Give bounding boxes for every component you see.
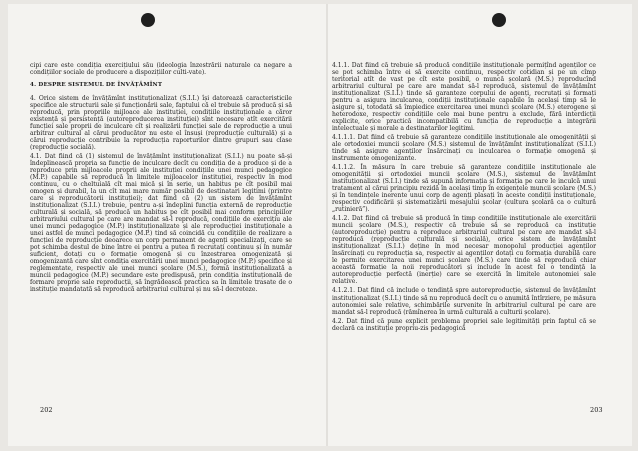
left-page: [30, 62, 292, 295]
section-heading: 4. DESPRE SISTEMUL DE ÎNVĂȚĂMÎNT: [30, 82, 163, 89]
punch-hole: [492, 13, 506, 27]
paragraph: 4.1.1.2. În măsura în care trebuie să garanteze condițiile instituționale ale omogenității și ortodoxiei muncii școlare (M.S.), sistemul de învățămînt instituționalizat (S.I.I.) tinde să supună informația și formația pe care le inculcă unui tratament al cărui principiu rezidă în același timp în exigențele muncii școlare (M.S.) și în tendințele inerente unui corp de agenți plasați în aceste condiții instituționale, respectiv codificării și sistematizării mesajului școlar (cultura școlară ca o cultură „rutinieră”).: [332, 164, 596, 214]
paragraph: 4.1.2.1. Dat fiind că include o tendință spre autoreproducție, sistemul de învățămînt instituționalizat (S.I.I.) tinde să nu reproducă decît cu o anumită întîrziere, pe măsura autonomiei sale relative, schimbările survenite în arbitrariul cultural pe care are mandat să-l reproducă (rămînerea în urmă culturală a culturii școlare).: [332, 287, 596, 316]
paragraph: 4.1.1.1. Dat fiind că trebuie să garanteze condițiile instituționale ale omogenității și ale ortodoxiei muncii școlare (M.S.) sistemul de învățămînt instituționalizat (S.I.I.) tinde să asigure agenților însărcinați cu inculcarea o formație omogenă și instrumente omogenizante.: [332, 134, 596, 163]
paragraph: 4.1.2. Dat fiind că trebuie să producă în timp condițiile instituționale ale exercitării muncii școlare (M.S.), respectiv că trebuie să se reproducă ca instituție (autoreproducție) pentru a reproduce arbitrariul cultural pe care are mandat să-l reproducă (reproducție culturală și socială), orice sistem de învățămînt instituționalizat (S.I.I.) deține în mod necesar monopolul producției agenților însărcinați cu reproducția sa, respectiv ai agenților dotați cu formația durabilă care le permite exercitarea unei munci școlare (M.S.) care tinde să reproducă chiar această formație la noii reproducători și include în acest fel o tendință la autoreproducție perfectă (inerție) care se exercită în limitele autonomiei sale relative.: [332, 215, 596, 286]
page-number-right: 203: [590, 406, 603, 414]
paragraph: 4.1. Dat fiind că (1) sistemul de învățămînt instituționalizat (S.I.I.) nu poate să-și îndeplinească propria sa funcție de inculcare decît cu condiția de a produce și de a reproduce prin mijloacele proprii ale instituției condițiile unei munci pedagogice (M.P.) capabile să reproducă în limitele mijloacelor instituției, respectiv în mod continuu, cu o cheltuială cît mai mică și în serie, un habitus pe cît posibil mai omogen și durabil, la un cît mai mare număr posibil de destinatari legitimi (printre care și reproducătorii instituției); dat fiind că (2) un sistem de învățămînt instituționalizat (S.I.I.) trebuie, pentru a-și îndeplini funcția externă de reproducție culturală și socială, să producă un habitus pe cît posibil mai conform principiilor arbitrariului cultural pe care are mandat să-l reproducă, condițiile de exercițiu ale unei munci pedagogice (M.P.) instituționalizate și ale reproducției instituționale a unei astfel de munci pedagogice (M.P.) tind să coincidă cu condițiile de realizare a funcției de reproducție deoarece un corp permanent de agenți specializați, care se pot schimba destul de bine între ei pentru a putea fi recrutați continuu și în număr suficient, dotați cu o formație omogenă și cu înzestrarea omogenizată și omogenizantă care sînt condiția exercitării unei munci pedagogice (M.P.) specifice și reglementate, respectiv ale unei munci școlare (M.S.), formă instituționalizată a muncii pedagogice (M.P.) secundare este predispusă, prin condiția instituțională de formare proprie sale reproducții, să îngrădească practica sa în limitele trasate de o instituție mandatată să reproducă arbitrariul cultural și nu să-l decreteze.: [30, 153, 292, 294]
paragraph: 4.2. Dat fiind că pune explicit problema propriei sale legitimități prin faptul că se declară ca instituție propriu-zis pedagogică: [332, 317, 596, 332]
page-number-left: 202: [40, 406, 53, 414]
punch-hole: [141, 13, 155, 27]
right-page: [332, 62, 596, 334]
paragraph: cipi care este condiția exercițiului său (ideologia înzestrării naturale ca negare a condițiilor sociale de producere a dispozițiilor culti-vate).: [30, 62, 292, 77]
paragraph: 4.1.1. Dat fiind că trebuie să producă condițiile instituționale permițînd agenților ce se pot schimba între ei să exercite continuu, respectiv cotidian și pe un cîmp teritorial atît de vast pe cît este posibil, o muncă școlară (M.S.) reproducînd arbitrariul cultural pe care are mandat să-l reproducă, sistemul de învățămînt instituționalizat (S.I.I.) tinde să garanteze corpului de agenți, recrutați și formați pentru a asigura inculcarea, condiții instituționale capabile în același timp să le asigure și, totodată să împiedice exercitarea unei munci școlare (M.S.) eterogene și heterodoxe, respectiv condițiile cele mai bune pentru a exclude, fără interdicții explicite, orice practică incompatibilă cu funcția de reproducție a integrării intelectuale și morale a destinatarilor legitimi.: [332, 62, 596, 133]
paragraph: 4. Orice sistem de învățămînt instituționalizat (S.I.I.) își datorează caracteristicile specifice ale structurii sale și funcționării sale, faptului că el trebuie să producă și să reproducă, prin propriile mijloace ale instituției, condițiile instituționale a căror existență și persistență (autoreproducerea instituției) sînt necesare atît exercitării funcției sale proprii de inculcare cît și realizării funcției sale de reproducție a unui arbitrar cultural al cărui producător nu este el însuși (reproducție culturală) și a cărui reproducție contribuie la reproducția raporturilor dintre grupuri sau clase (reproducție socială).: [30, 95, 292, 152]
book-gutter: [326, 4, 328, 446]
